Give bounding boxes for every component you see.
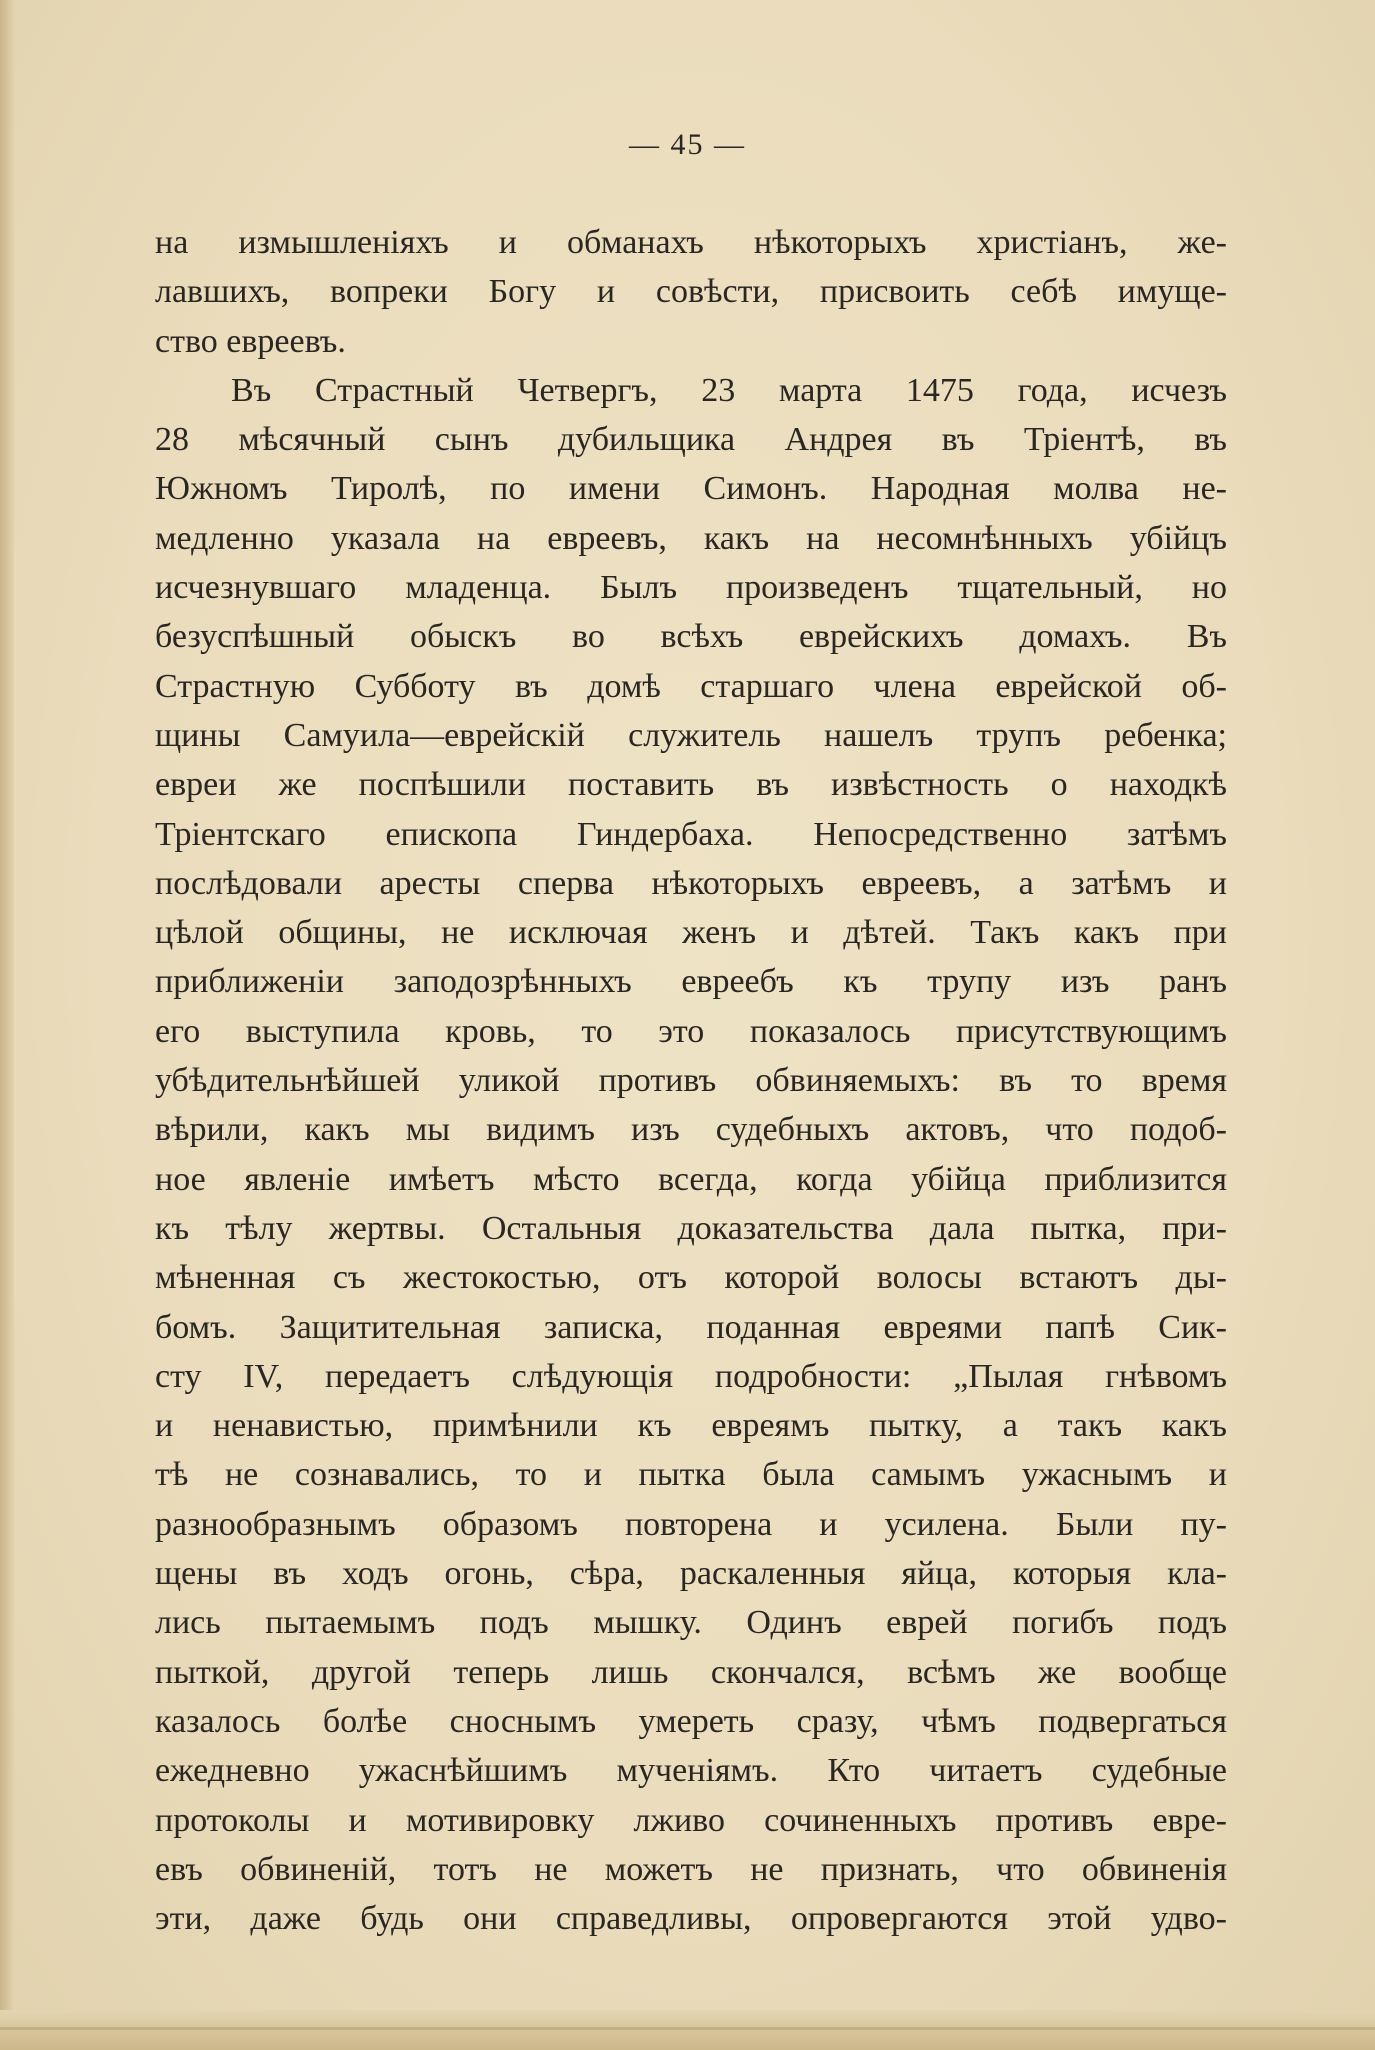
text-line: Южномъ Тиролѣ, по имени Симонъ. Народная молва не- xyxy=(155,470,1227,508)
text-line: протоколы и мотивировку лживо сочиненныхъ противъ евре- xyxy=(155,1801,1227,1839)
text-line: его выступила кровь, то это показалось присутствующимъ xyxy=(155,1012,1227,1050)
text-line: на измышленіяхъ и обманахъ нѣкоторыхъ христіанъ, же- xyxy=(155,224,1227,261)
body-text xyxy=(155,218,1227,1943)
text-line: цѣлой общины, не исключая женъ и дѣтей. Такъ какъ при xyxy=(155,914,1227,952)
text-line: казалось болѣе сноснымъ умереть сразу, чѣмъ подвергаться xyxy=(155,1702,1227,1740)
text-line: приближеніи заподозрѣнныхъ евреебъ къ трупу изъ ранъ xyxy=(155,963,1227,1001)
text-line: послѣдовали аресты сперва нѣкоторыхъ евреевъ, а затѣмъ и xyxy=(155,864,1227,902)
text-line: ство евреевъ. xyxy=(155,322,346,360)
text-line: эти, даже будь они справедливы, опровергаются этой удво- xyxy=(155,1900,1227,1938)
text-line: тѣ не сознавались, то и пытка была самымъ ужаснымъ и xyxy=(155,1456,1227,1494)
text-line: мѣненная съ жестокостью, отъ которой волосы встаютъ ды- xyxy=(155,1259,1227,1297)
text-line: безуспѣшный обыскъ во всѣхъ еврейскихъ домахъ. Въ xyxy=(155,618,1227,656)
text-line: Въ Страстный Четвергъ, 23 марта 1475 года, исчезъ xyxy=(231,371,1227,409)
text-line: пыткой, другой теперь лишь скончался, всѣмъ же вообще xyxy=(155,1653,1227,1691)
text-line: ежедневно ужаснѣйшимъ мученіямъ. Кто читаетъ судебные xyxy=(155,1752,1227,1790)
text-line: и ненавистью, примѣнили къ евреямъ пытку, а такъ какъ xyxy=(155,1407,1227,1445)
text-line: медленно указала на евреевъ, какъ на несомнѣнныхъ убійцъ xyxy=(155,519,1227,557)
text-line: вѣрили, какъ мы видимъ изъ судебныхъ актовъ, что подоб- xyxy=(155,1111,1227,1149)
text-line: разнообразнымъ образомъ повторена и усилена. Были пу- xyxy=(155,1505,1227,1543)
text-line: ное явленіе имѣетъ мѣсто всегда, когда убійца приблизится xyxy=(155,1160,1227,1198)
text-line: Тріентскаго епископа Гиндербаха. Непосредственно затѣмъ xyxy=(155,815,1227,853)
page-bottom-rule xyxy=(0,2027,1375,2030)
text-line: щины Самуила—еврейскій служитель нашелъ трупъ ребенка; xyxy=(155,716,1227,754)
text-line: лавшихъ, вопреки Богу и совѣсти, присвоить себѣ имуще- xyxy=(155,273,1227,311)
text-line: Страстную Субботу въ домѣ старшаго члена еврейской об- xyxy=(155,667,1227,705)
text-line: евреи же поспѣшили поставить въ извѣстность о находкѣ xyxy=(155,766,1227,804)
page-bottom-edge xyxy=(0,2010,1375,2050)
text-line: лись пытаемымъ подъ мышку. Одинъ еврей погибъ подъ xyxy=(155,1604,1227,1642)
text-line: 28 мѣсячный сынъ дубильщика Андрея въ Тріентѣ, въ xyxy=(155,421,1227,459)
text-line: сту IV, передаетъ слѣдующія подробности: „Пылая гнѣвомъ xyxy=(155,1357,1227,1395)
text-line: убѣдительнѣйшей уликой противъ обвиняемыхъ: въ то время xyxy=(155,1062,1227,1100)
text-line: исчезнувшаго младенца. Былъ произведенъ тщательный, но xyxy=(155,569,1227,607)
text-line: бомъ. Защитительная записка, поданная евреями папѣ Сик- xyxy=(155,1308,1227,1346)
page-number: — 45 — xyxy=(629,128,746,161)
text-line: къ тѣлу жертвы. Остальныя доказательства дала пытка, при- xyxy=(155,1209,1227,1247)
page-left-edge xyxy=(0,0,14,2050)
text-line: евъ обвиненій, тотъ не можетъ не признать, что обвиненія xyxy=(155,1850,1227,1888)
text-line: щены въ ходъ огонь, сѣра, раскаленныя яйца, которыя кла- xyxy=(155,1555,1227,1593)
